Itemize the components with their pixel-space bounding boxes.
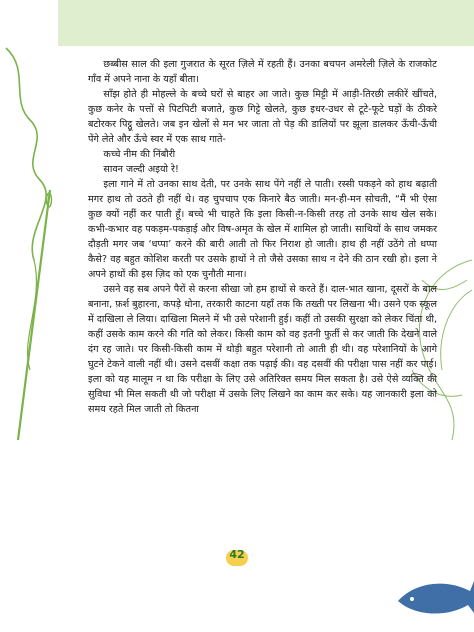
lesson-text bbox=[88, 57, 437, 417]
paragraph-ila-feet: उसने वह सब अपने पैरों से करना सीखा जो हम हाथों से करते हैं। दाल-भात खाना, दूसरों के बाल बनाना, फ़र्श बुहारना, कपड़े धोना, तरकारी काटना यहाँ तक कि तख्ती पर लिखना भी। उसने एक स्कूल में दाखिला ले लिया। दाखिला मिलने में भी उसे परेशानी हुई। कहीं तो उसकी सुरक्षा को लेकर चिंता थी, कहीं उसके काम करने की गति को लेकर। किसी काम को वह इतनी फुर्ती से कर जाती कि देखने वाले दंग रह जाते। पर किसी-किसी काम में थोड़ी बहुत परेशानी तो आती ही थी। वह परेशानियों के आगे घुटने टेकने वाली नहीं थी। उसने दसवीं कक्षा तक पढ़ाई की। वह दसवीं की परीक्षा पास नहीं कर पाई। इला को यह मालूम न था कि परीक्षा के लिए उसे अतिरिक्त समय मिल सकता है। उसे ऐसे व्यक्ति की सुविधा भी मिल सकती थी जो परीक्षा में उसके लिए लिखने का काम कर सके। यह जानकारी इला को समय रहते मिल जाती तो कितना bbox=[88, 284, 437, 415]
paragraph-intro: छब्बीस साल की इला गुजरात के सूरत ज़िले में रहती हैं। उनका बचपन अमरेली ज़िले के राजकोट गाँव में अपने नाना के यहाँ बीता। bbox=[88, 59, 437, 85]
paragraph-ila-challenge: इला गाने में तो उनका साथ देती, पर उनके साथ पेंगे नहीं ले पाती। रस्सी पकड़ने को हाथ बढ़ाती मगर हाथ तो उठते ही नहीं थे। वह चुपचाप एक किनारे बैठ जाती। मन-ही-मन सोचती, “मैं भी ऐसा कुछ क्यों नहीं कर पाती हूँ। बच्चे भी चाहते कि इला किसी-न-किसी तरह तो उनके साथ खेल सके। कभी-कभार वह पकड़म-पकड़ाई और विष-अमृत के खेल में शामिल हो जाती। साथियों के साथ जमकर दौड़ती मगर जब ‘धप्पा’ करने की बारी आती तो फिर निराश हो जाती। हाथ ही नहीं उठेंगे तो धप्पा कैसे? वह बहुत कोशिश करती पर उसके हाथों ने तो जैसे उसका साथ न देने की ठान रखी हो। इला ने अपने हाथों की इस ज़िद को एक चुनौती माना। bbox=[88, 179, 437, 280]
paragraph-evening-games: साँझ होते ही मोहल्ले के बच्चे घरों से बाहर आ जाते। कुछ मिट्टी में आड़ी-तिरछी लकीरें खींचते, कुछ कनेर के पत्तों से पिटपिटी बजाते, कुछ गिट्टे खेलते, कुछ इधर-उधर से टूटे-फूटे घड़ों के ठीकरे बटोरकर पिट्ठू खेलते। जब इन खेलों से मन भर जाता तो पेड़ की डालियों पर झूला डालकर ऊँची-ऊँची पेंगे लेते और ऊँचे स्वर में एक साथ गाते- bbox=[88, 89, 437, 145]
fish-decoration bbox=[392, 555, 474, 632]
page-number bbox=[222, 548, 252, 566]
song-line-2: सावन जल्दी अइयो रे! bbox=[103, 164, 179, 175]
needle-thread-decoration bbox=[0, 40, 60, 460]
page-number-label: 42 bbox=[229, 548, 245, 561]
header-band bbox=[58, 0, 474, 46]
song-line-1: कच्चे नीम की निंबौरी bbox=[103, 149, 176, 160]
